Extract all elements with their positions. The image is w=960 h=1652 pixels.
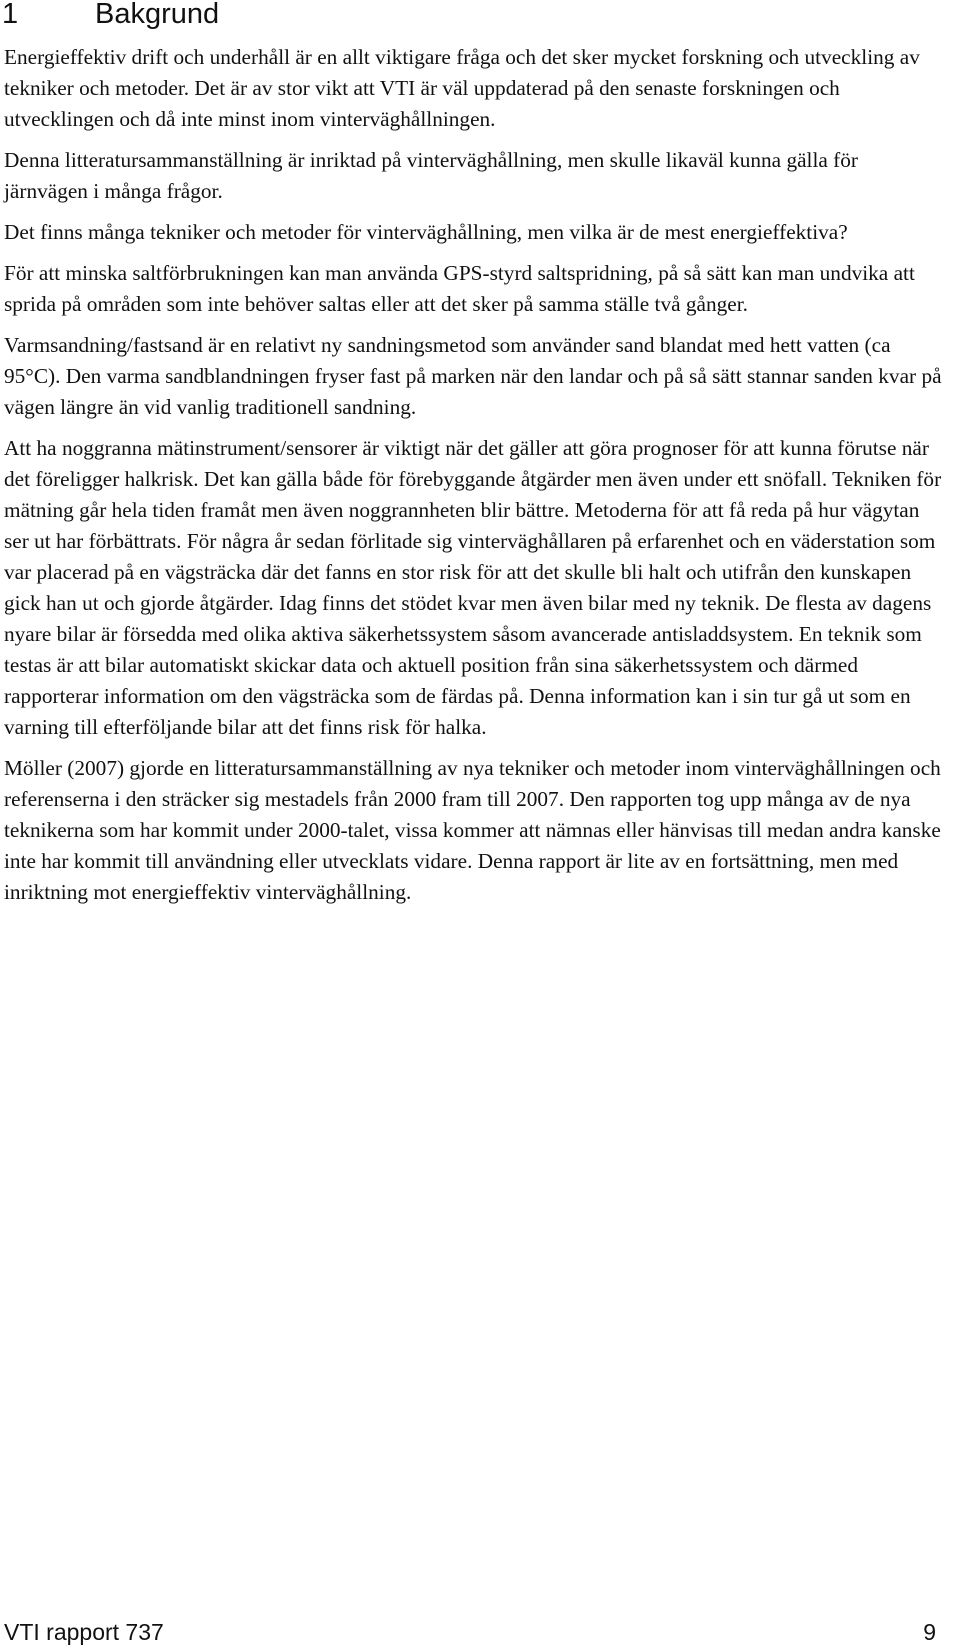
section-heading xyxy=(2,0,219,32)
section-title: Bakgrund xyxy=(95,0,220,30)
page-footer xyxy=(4,1617,936,1647)
paragraph-sensors: Att ha noggranna mätinstrument/sensorer är viktigt när det gäller att göra prognoser för att kunna förutse när det föreligger halkrisk. Det kan gälla både för förebyggande åtgärder men även under ett snöfall. Tekniken för mätning går hela tiden framåt men även noggrannheten blir bättre. Metoderna för att få reda på hur vägytan ser ut har förbättrats. För några år sedan förlitade sig vinterväghållaren på erfarenhet och en väderstation som var placerad på en vägsträcka där det fanns en stor risk för att det skulle bli halt och utifrån den kunskapen gick han ut och gjorde åtgärder. Idag finns det stödet kvar men även bilar med ny teknik. De flesta av dagens nyare bilar är försedda med olika aktiva säkerhetssystem såsom avancerade antisladdsystem. En teknik som testas är att bilar automatiskt skickar data och aktuell position från sina säkerhetssystem och därmed rapporterar information om den vägsträcka som de färdas på. Denna information kan i sin tur gå ut som en varning till efterföljande bilar att det finns risk för halka. xyxy=(4,436,942,739)
paragraph-scope: Denna litteratursammanställning är inriktad på vinterväghållning, men skulle likaväl kunna gälla för järnvägen i många frågor. xyxy=(4,148,858,203)
section-number: 1 xyxy=(2,0,19,30)
footer-report-name: VTI rapport 737 xyxy=(4,1619,164,1645)
paragraph-warm-sanding: Varmsandning/fastsand är en relativt ny sandningsmetod som använder sand blandat med hett vatten (ca 95°C). Den varma sandblandningen fryser fast på marken när den landar och på så sätt stannar sanden kvar på vägen längre än vid vanlig traditionell sandning. xyxy=(4,333,942,419)
body-text xyxy=(4,42,944,918)
paragraph-question: Det finns många tekniker och metoder för vinterväghållning, men vilka är de mest energieffektiva? xyxy=(4,220,848,244)
footer-page-number: 9 xyxy=(923,1619,936,1645)
paragraph-moller: Möller (2007) gjorde en litteratursammanställning av nya tekniker och metoder inom vinterväghållningen och referenserna i den sträcker sig mestadels från 2000 fram till 2007. Den rapporten tog upp många av de nya teknikerna som har kommit under 2000-talet, vissa kommer att nämnas eller hänvisas till medan andra kanske inte har kommit till användning eller utvecklats vidare. Denna rapport är lite av en fortsättning, men med inriktning mot energieffektiv vinterväghållning. xyxy=(4,756,941,904)
paragraph-gps-salting: För att minska saltförbrukningen kan man använda GPS-styrd saltspridning, på så sätt kan man undvika att sprida på områden som inte behöver saltas eller att det sker på samma ställe två gånger. xyxy=(4,261,915,316)
paragraph-intro: Energieffektiv drift och underhåll är en allt viktigare fråga och det sker mycket forskning och utveckling av tekniker och metoder. Det är av stor vikt att VTI är väl uppdaterad på den senaste forskningen och utvecklingen och då inte minst inom vinterväghållningen. xyxy=(4,45,920,131)
